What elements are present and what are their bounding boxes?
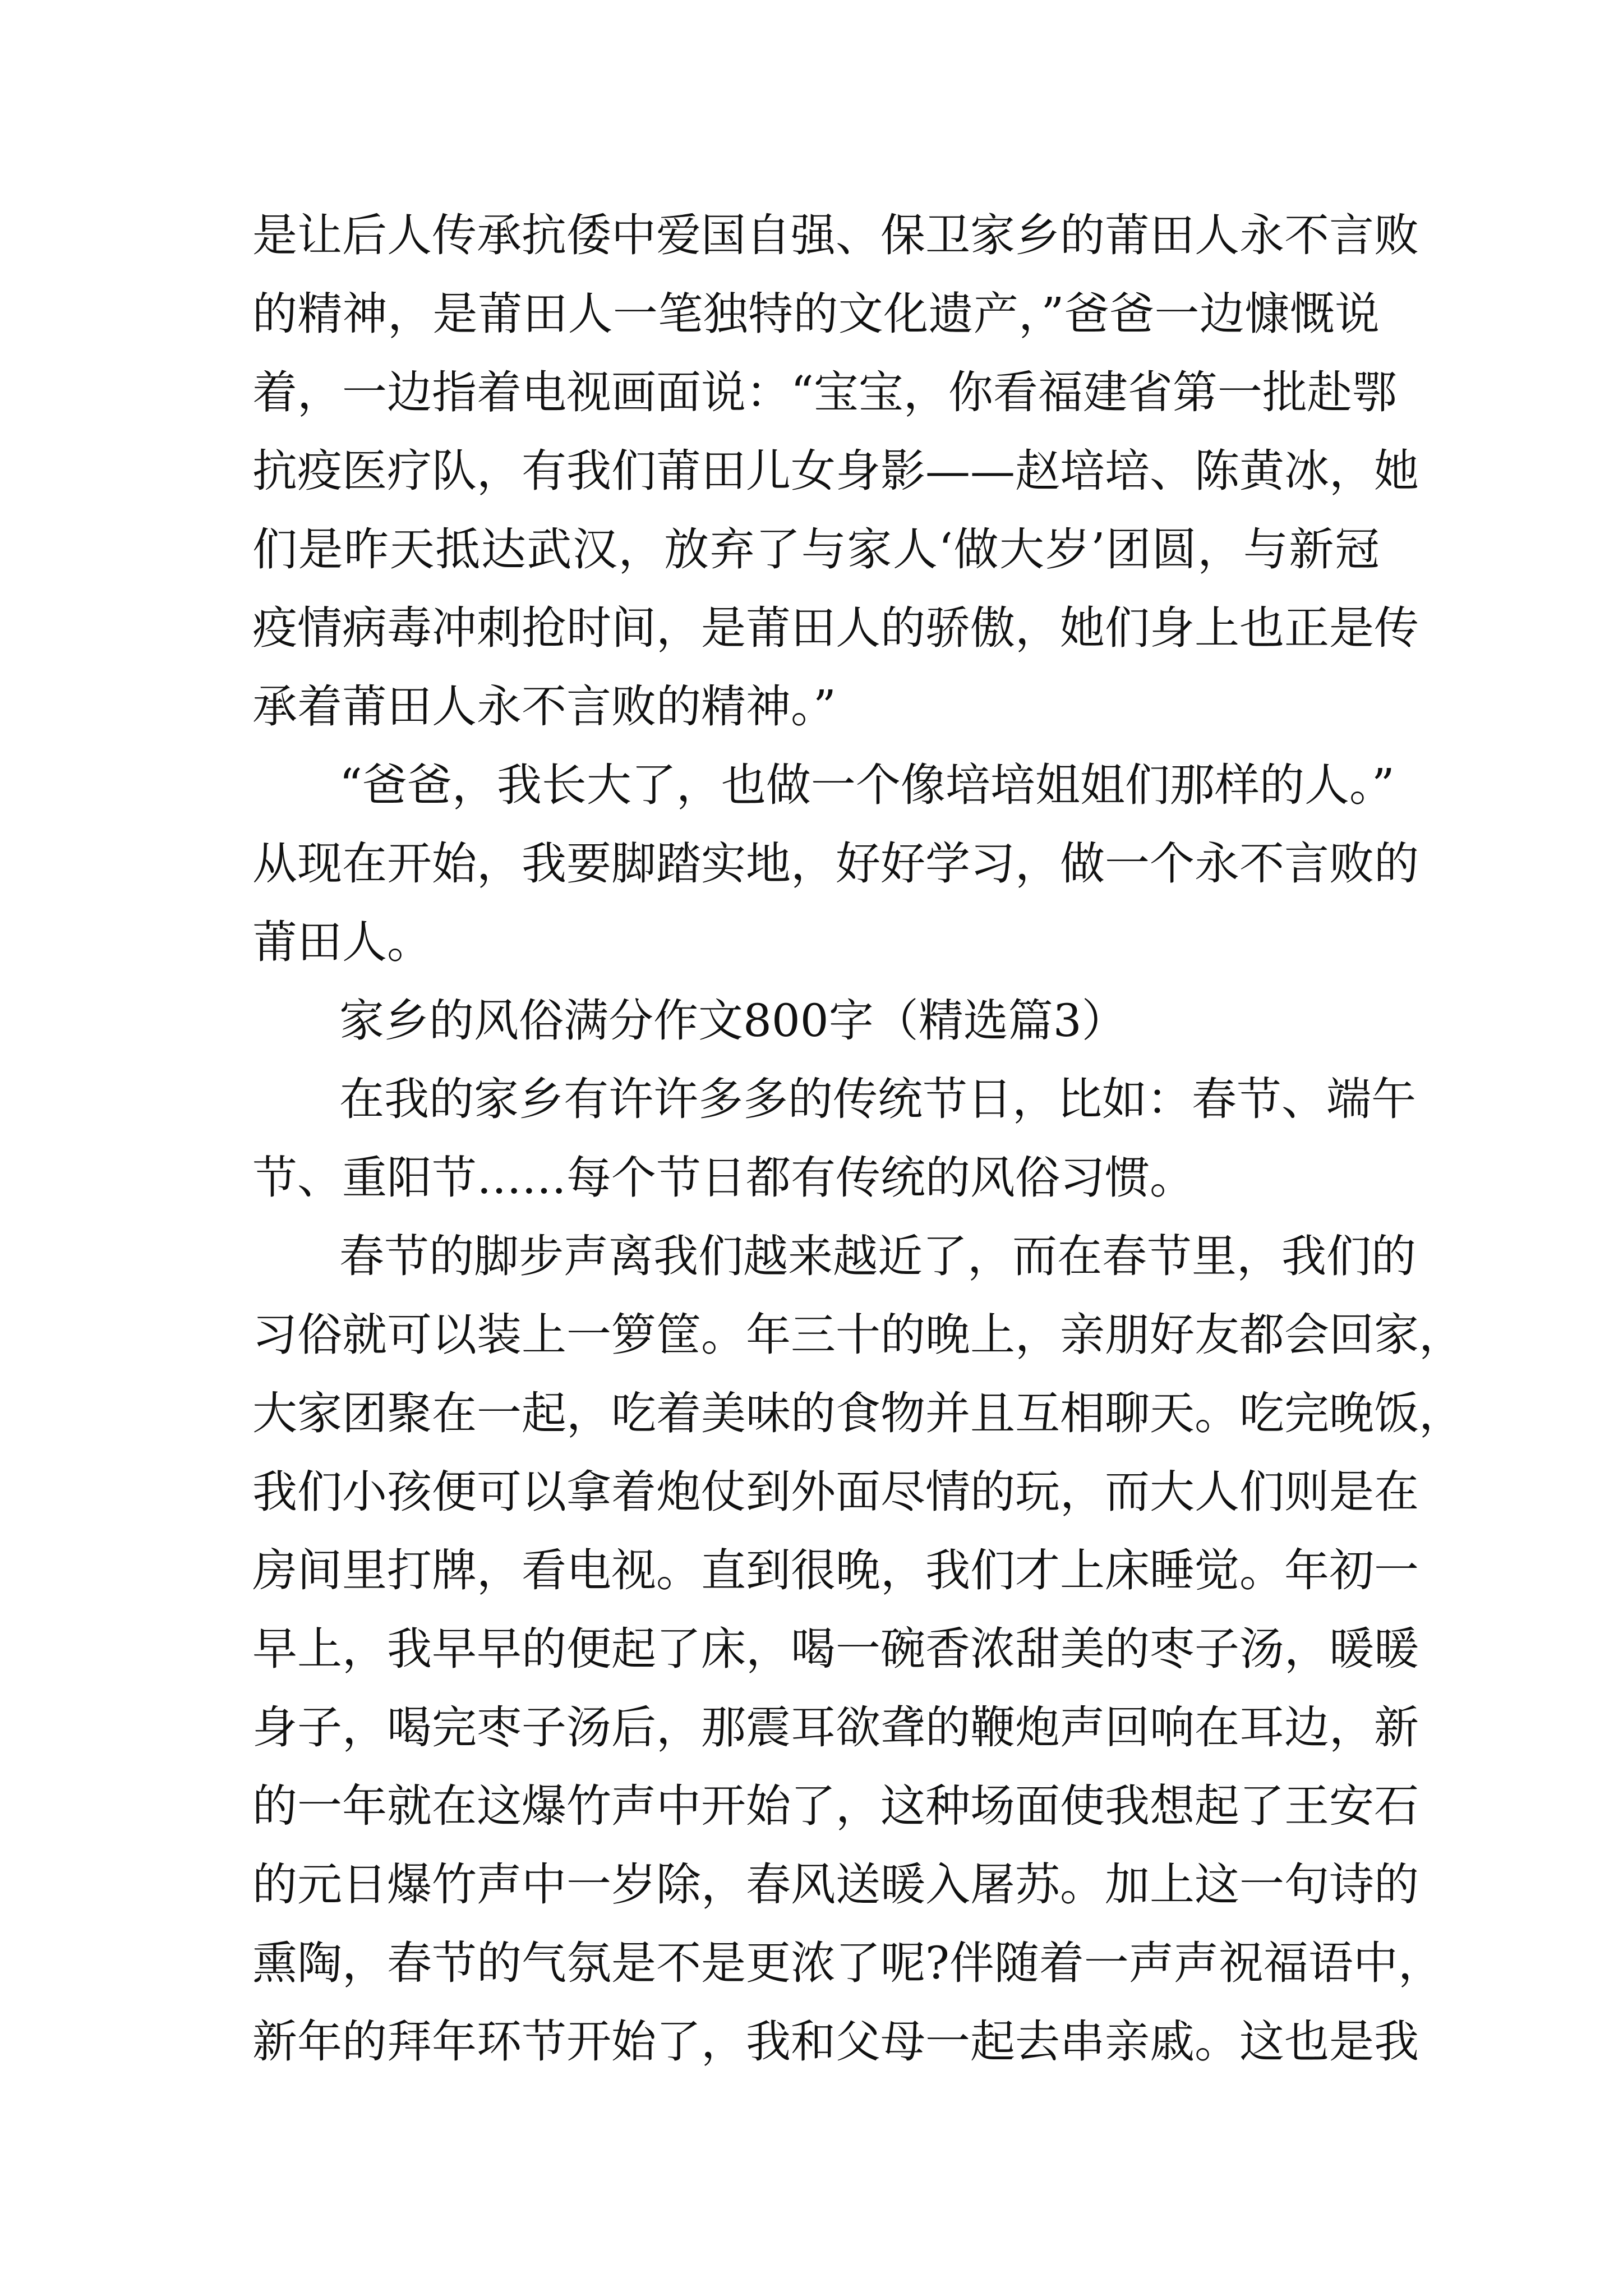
text-line: 疫情病毒冲刺抢时间，是莆田人的骄傲，她们身上也正是传 [252, 602, 1419, 654]
text-line: 是让后人传承抗倭中爱国自强、保卫家乡的莆田人永不言败 [252, 209, 1419, 261]
text-line: 们是昨天抵达武汉，放弃了与家人‘做大岁’团圆，与新冠 [252, 523, 1380, 576]
text-line: 房间里打牌，看电视。直到很晚，我们才上床睡觉。年初一 [252, 1544, 1419, 1596]
text-line: 新年的拜年环节开始了，我和父母一起去串亲戚。这也是我 [252, 2016, 1419, 2068]
text-line: 莆田人。 [252, 916, 432, 968]
text-line: 的元日爆竹声中一岁除，春风送暖入屠苏。加上这一句诗的 [252, 1858, 1419, 1911]
text-line: 早上，我早早的便起了床，喝一碗香浓甜美的枣子汤，暖暖 [252, 1623, 1419, 1675]
text-line: 的一年就在这爆竹声中开始了，这种场面使我想起了王安石 [252, 1780, 1419, 1832]
text-line: 承着莆田人永不言败的精神。” [252, 680, 836, 733]
text-line: 着，一边指着电视画面说：“宝宝，你看福建省第一批赴鄂 [252, 366, 1397, 418]
section-heading: 家乡的风俗满分作文800字（精选篇3） [339, 995, 1127, 1047]
text-line: 大家团聚在一起，吃着美味的食物并且互相聊天。吃完晚饭， [252, 1387, 1464, 1439]
text-line: 身子，喝完枣子汤后，那震耳欲聋的鞭炮声回响在耳边，新 [252, 1701, 1419, 1754]
paragraph-first-line: 春节的脚步声离我们越来越近了，而在春节里，我们的 [339, 1230, 1416, 1282]
text-line: 我们小孩便可以拿着炮仗到外面尽情的玩，而大人们则是在 [252, 1466, 1419, 1518]
text-line: 抗疫医疗队，有我们莆田儿女身影——赵培培、陈黄冰，她 [252, 445, 1419, 497]
text-line: 节、重阳节……每个节日都有传统的风俗习惯。 [252, 1152, 1195, 1204]
text-line: 熏陶，春节的气氛是不是更浓了呢?伴随着一声声祝福语中， [252, 1937, 1443, 1989]
paragraph-first-line: 在我的家乡有许许多多的传统节日，比如：春节、端午 [339, 1073, 1416, 1125]
paragraph-first-line: “爸爸，我长大了，也做一个像培培姐姐们那样的人。” [339, 759, 1395, 811]
text-line: 的精神，是莆田人一笔独特的文化遗产，”爸爸一边慷慨说 [252, 288, 1380, 340]
text-line: 习俗就可以装上一箩筐。年三十的晚上，亲朋好友都会回家， [252, 1309, 1464, 1361]
text-line: 从现在开始，我要脚踏实地，好好学习，做一个永不言败的 [252, 838, 1419, 890]
